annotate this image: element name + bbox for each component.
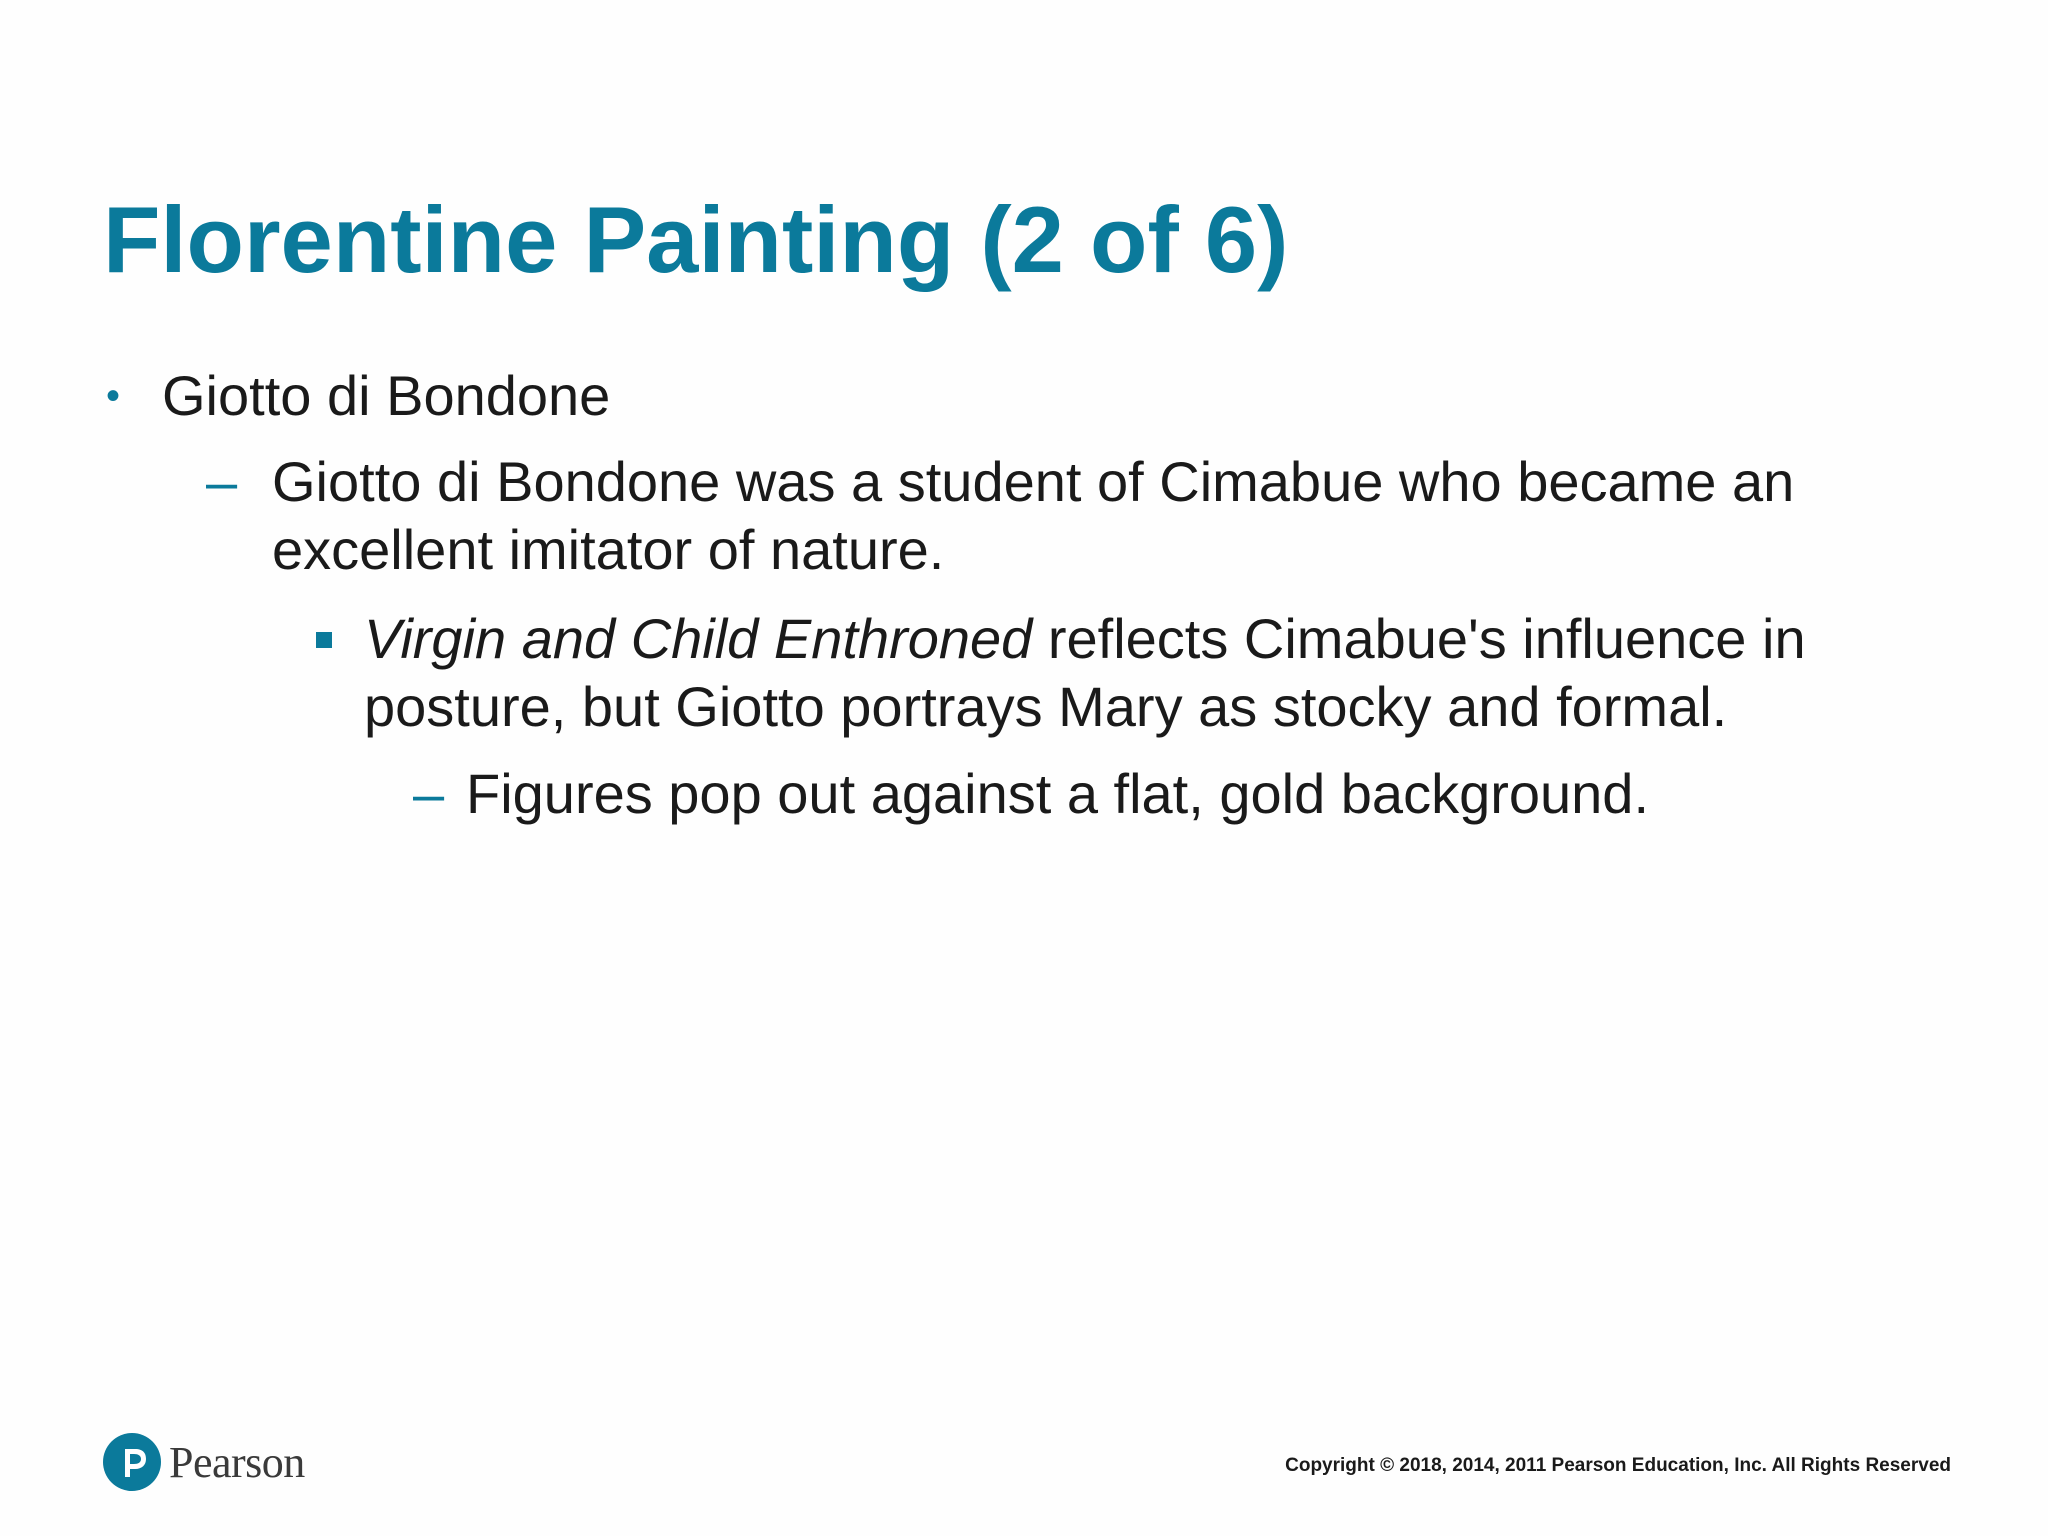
slide-title: Florentine Painting (2 of 6) — [103, 187, 1289, 292]
bullet-level2-text-line2: excellent imitator of nature. — [272, 518, 945, 581]
dash-bullet-icon: – — [413, 762, 445, 825]
dash-bullet-icon: – — [206, 450, 238, 513]
bullet-level1-text: Giotto di Bondone — [162, 364, 611, 427]
bullet-level3-text-line1 — [364, 605, 1806, 673]
copyright-notice: Copyright © 2018, 2014, 2011 Pearson Education, Inc. All Rights Reserved — [1285, 1455, 1951, 1476]
pearson-p-glyph — [103, 1433, 161, 1491]
pearson-logo-icon — [103, 1433, 161, 1491]
pearson-wordmark: Pearson — [169, 1437, 305, 1487]
bullet-level4-text: Figures pop out against a flat, gold background. — [466, 762, 1649, 825]
artwork-title: Virgin and Child Enthroned — [364, 607, 1033, 670]
bullet-dot-icon: • — [106, 374, 121, 418]
bullet-level3-text-line2: posture, but Giotto portrays Mary as stocky and formal. — [364, 675, 1728, 738]
bullet-level2-text-line1: Giotto di Bondone was a student of Cimabue who became an — [272, 450, 1795, 513]
pearson-logo — [103, 1433, 305, 1491]
square-bullet-icon — [316, 632, 332, 648]
bullet-level3-text-rest: reflects Cimabue's influence in — [1032, 607, 1806, 670]
